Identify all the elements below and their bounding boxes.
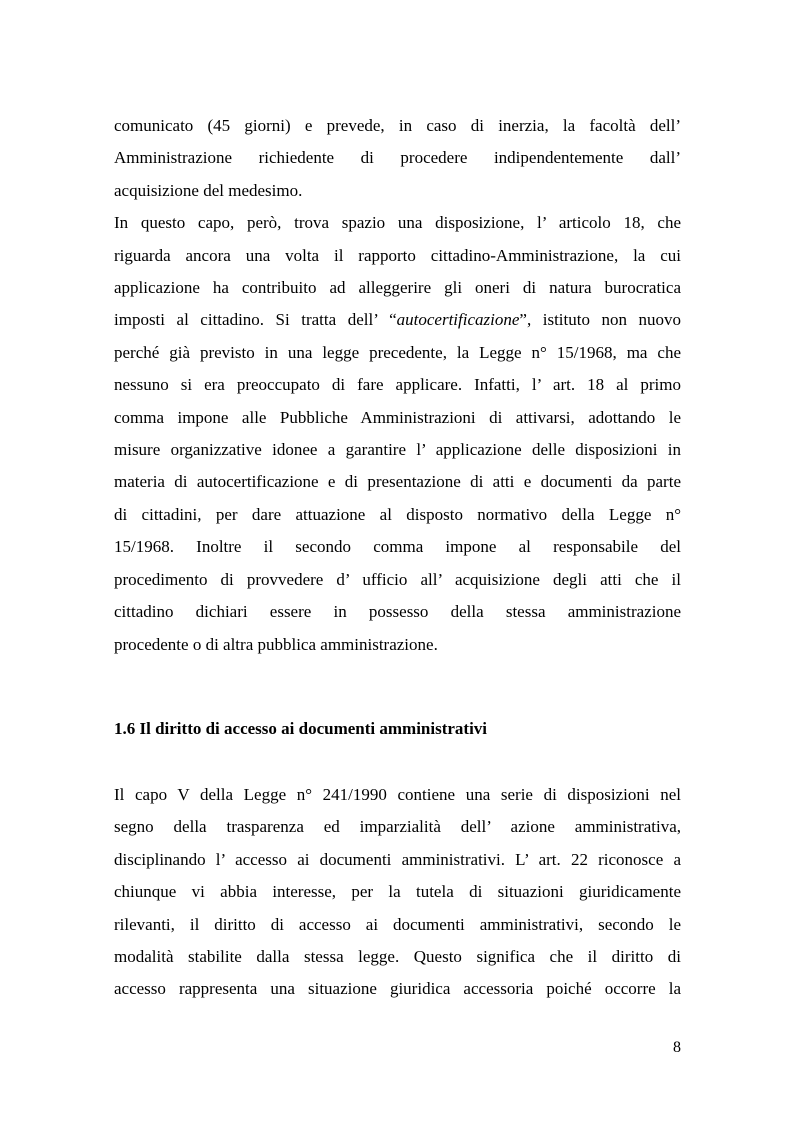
- paragraph-3: [114, 779, 681, 1006]
- text-line: modalità stabilite dalla stessa legge. Questo significa che il diritto di: [114, 946, 681, 966]
- text-line: procedimento di provvedere d’ ufficio all’ acquisizione degli atti che il: [114, 569, 681, 589]
- text-line: segno della trasparenza ed imparzialità dell’ azione amministrativa,: [114, 817, 681, 837]
- text-line: materia di autocertificazione e di presentazione di atti e documenti da parte: [114, 472, 681, 492]
- text-line: applicazione ha contribuito ad alleggerire gli oneri di natura burocratica: [114, 278, 681, 298]
- text-line: Il capo V della Legge n° 241/1990 contiene una serie di disposizioni nel: [114, 784, 681, 804]
- text-line: riguarda ancora una volta il rapporto cittadino-Amministrazione, la cui: [114, 245, 681, 265]
- text-line: di cittadini, per dare attuazione al disposto normativo della Legge n°: [114, 504, 681, 524]
- text-line: accesso rappresenta una situazione giuridica accessoria poiché occorre la: [114, 979, 681, 999]
- section-spacer: [114, 661, 681, 713]
- document-page: [114, 110, 681, 1006]
- text-line: comma impone alle Pubbliche Amministrazioni di attivarsi, adottando le: [114, 407, 681, 427]
- text-line: rilevanti, il diritto di accesso ai documenti amministrativi, secondo le: [114, 914, 681, 934]
- paragraph-2: [114, 207, 681, 661]
- text-line: chiunque vi abbia interesse, per la tutela di situazioni giuridicamente: [114, 882, 681, 902]
- text-line: Amministrazione richiedente di procedere indipendentemente dall’: [114, 148, 681, 168]
- section-spacer: [114, 745, 681, 779]
- text-line: disciplinando l’ accesso ai documenti amministrativi. L’ art. 22 riconosce a: [114, 849, 681, 869]
- text-line: 15/1968. Inoltre il secondo comma impone al responsabile del: [114, 537, 681, 557]
- text-line: perché già previsto in una legge precedente, la Legge n° 15/1968, ma che: [114, 342, 681, 362]
- text-segment: ”, istituto non nuovo: [519, 310, 682, 330]
- text-line: In questo capo, però, trova spazio una disposizione, l’ articolo 18, che: [114, 213, 681, 233]
- text-line: misure organizzative idonee a garantire l’ applicazione delle disposizioni in: [114, 440, 681, 460]
- page-number: 8: [673, 1039, 681, 1056]
- text-line: [114, 304, 681, 336]
- text-line: nessuno si era preoccupato di fare applicare. Infatti, l’ art. 18 al primo: [114, 375, 681, 395]
- text-line: procedente o di altra pubblica amministrazione.: [114, 634, 438, 654]
- text-line: comunicato (45 giorni) e prevede, in caso di inerzia, la facoltà dell’: [114, 116, 681, 135]
- section-heading: 1.6 Il diritto di accesso ai documenti amministrativi: [114, 718, 488, 738]
- text-line: cittadino dichiari essere in possesso della stessa amministrazione: [114, 602, 681, 622]
- text-line: acquisizione del medesimo.: [114, 180, 303, 200]
- paragraph-1: [114, 110, 681, 207]
- italic-term: autocertificazione: [396, 310, 520, 330]
- text-segment: imposti al cittadino. Si tratta dell’ “: [114, 310, 397, 330]
